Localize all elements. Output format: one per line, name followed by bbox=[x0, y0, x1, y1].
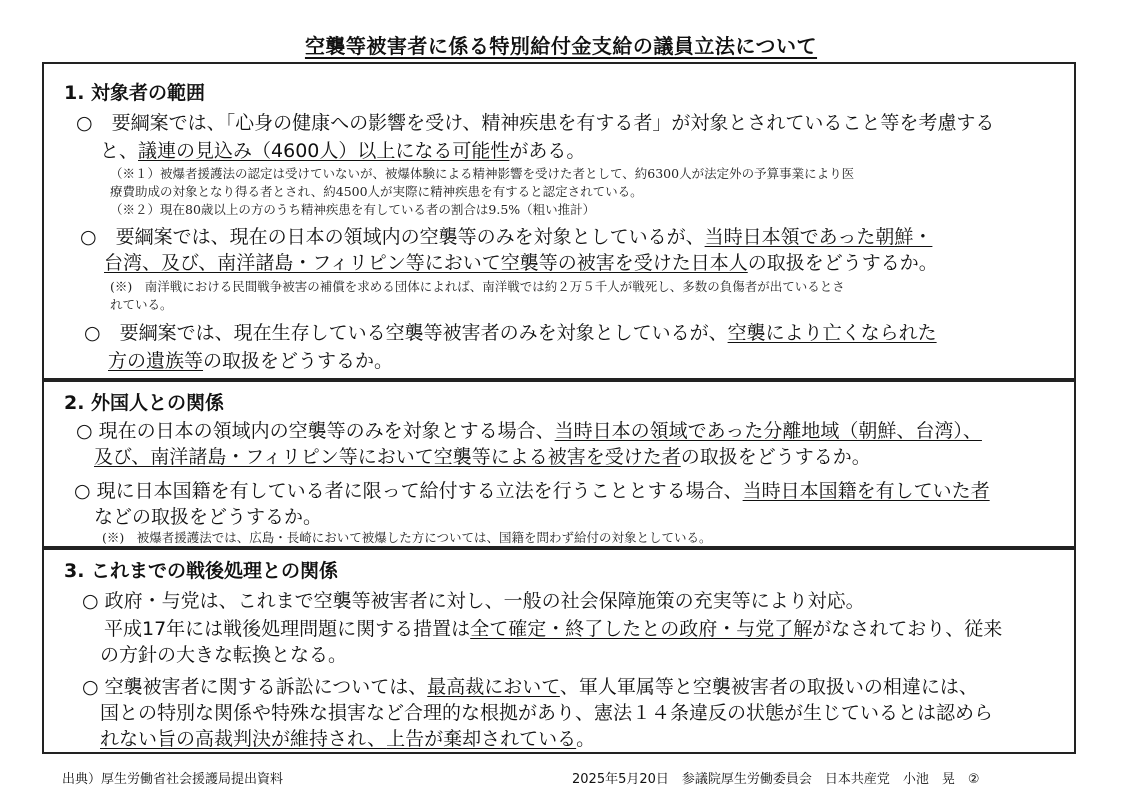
paragraph-line: ○ 要綱案では、「心身の健康への影響を受け、精神疾患を有する者」が対象とされていること等を考慮する bbox=[76, 112, 995, 134]
date-committee-info: 2025年5月20日 参議院厚生労働委員会 日本共産党 小池 晃 ② bbox=[572, 772, 980, 787]
underlined-text: れない旨の高裁判決が維持され、 bbox=[100, 728, 387, 750]
underlined-text: 及び、南洋諸島・フィリピン等において空襲等による被害を受けた者 bbox=[94, 446, 681, 468]
note-line: (※) 被爆者援護法では、広島・長崎において被爆した方については、国籍を問わず給付の対象としている。 bbox=[102, 530, 712, 545]
paragraph-line: れない旨の高裁判決が維持され、上告が棄却されている。 bbox=[100, 728, 596, 750]
section-postwar-settlement bbox=[42, 548, 1076, 754]
underlined-text: 議連の見込み（4600人）以上になる可能性 bbox=[138, 140, 510, 162]
note-line: れている。 bbox=[110, 297, 173, 312]
paragraph-line: と、議連の見込み（4600人）以上になる可能性がある。 bbox=[100, 140, 586, 162]
underlined-text: 最高裁において bbox=[427, 676, 560, 698]
underlined-text: 空襲により亡くなられた bbox=[727, 322, 937, 344]
paragraph-line: などの取扱をどうするか。 bbox=[94, 506, 323, 528]
underlined-text: 当時日本領であった朝鮮・ bbox=[704, 226, 933, 248]
underlined-text: 上告が棄却されている bbox=[386, 728, 577, 750]
paragraph-line: 方の遺族等の取扱をどうするか。 bbox=[108, 350, 394, 372]
paragraph-line: 国との特別な関係や特殊な損害など合理的な根拠があり、憲法１４条違反の状態が生じているとは認めら bbox=[100, 702, 994, 724]
note-line: 療費助成の対象となり得る者とされ、約4500人が実際に精神疾患を有すると認定されている。 bbox=[110, 184, 643, 199]
source-note: 出典）厚生労働省社会援護局提出資料 bbox=[62, 772, 284, 787]
underlined-text: 全て確定・終了したとの政府・与党了解 bbox=[470, 618, 813, 640]
section-heading: 3. これまでの戦後処理との関係 bbox=[64, 560, 339, 582]
section-foreigners bbox=[42, 380, 1076, 548]
paragraph-line: ○ 空襲被害者に関する訴訟については、最高裁において、軍人軍属等と空襲被害者の取扱いの相違には、 bbox=[82, 676, 978, 698]
underlined-text: 当時日本の領域であった分離地域（朝鮮、台湾）、 bbox=[554, 420, 982, 442]
paragraph-line: ○ 政府・与党は、これまで空襲等被害者に対し、一般の社会保障施策の充実等により対応。 bbox=[82, 590, 865, 612]
paragraph-line: 台湾、及び、南洋諸島・フィリピン等において空襲等の被害を受けた日本人の取扱をどうするか。 bbox=[104, 252, 938, 274]
page-title: 空襲等被害者に係る特別給付金支給の議員立法について bbox=[304, 34, 818, 58]
paragraph-line: の方針の大きな転換となる。 bbox=[100, 644, 348, 666]
note-line: （※２）現在80歳以上の方のうち精神疾患を有している者の割合は9.5%（粗い推計） bbox=[110, 202, 596, 217]
note-line: (※) 南洋戦における民間戦争被害の補償を求める団体によれば、南洋戦では約２万５千人が戦死し、多数の負傷者が出ているとさ bbox=[110, 279, 845, 294]
paragraph-line: 平成17年には戦後処理問題に関する措置は全て確定・終了したとの政府・与党了解がなされており、従来 bbox=[104, 618, 1003, 640]
underlined-text: 当時日本国籍を有していた者 bbox=[742, 480, 990, 502]
underlined-text: 方の遺族等 bbox=[108, 350, 204, 372]
section-heading: 2. 外国人との関係 bbox=[64, 392, 225, 414]
note-line: （※１）被爆者援護法の認定は受けていないが、被爆体験による精神影響を受けた者として、約6300人が法定外の予算事業により医 bbox=[110, 166, 855, 181]
underlined-text: 台湾、及び、南洋諸島・フィリピン等において空襲等の被害を受けた日本人 bbox=[104, 252, 748, 274]
paragraph-line: ○ 要綱案では、現在生存している空襲等被害者のみを対象としているが、空襲により亡くなられた bbox=[84, 322, 937, 344]
section-heading: 1. 対象者の範囲 bbox=[64, 82, 206, 104]
paragraph-line: ○ 現に日本国籍を有している者に限って給付する立法を行うこととする場合、当時日本国籍を有していた者 bbox=[74, 480, 990, 502]
section-target-scope bbox=[42, 62, 1076, 380]
paragraph-line: ○ 現在の日本の領域内の空襲等のみを対象とする場合、当時日本の領域であった分離地域（朝鮮、台湾）、 bbox=[76, 420, 982, 442]
paragraph-line: ○ 要綱案では、現在の日本の領域内の空襲等のみを対象としているが、当時日本領であった朝鮮・ bbox=[80, 226, 933, 248]
paragraph-line: 及び、南洋諸島・フィリピン等において空襲等による被害を受けた者の取扱をどうするか。 bbox=[94, 446, 871, 468]
